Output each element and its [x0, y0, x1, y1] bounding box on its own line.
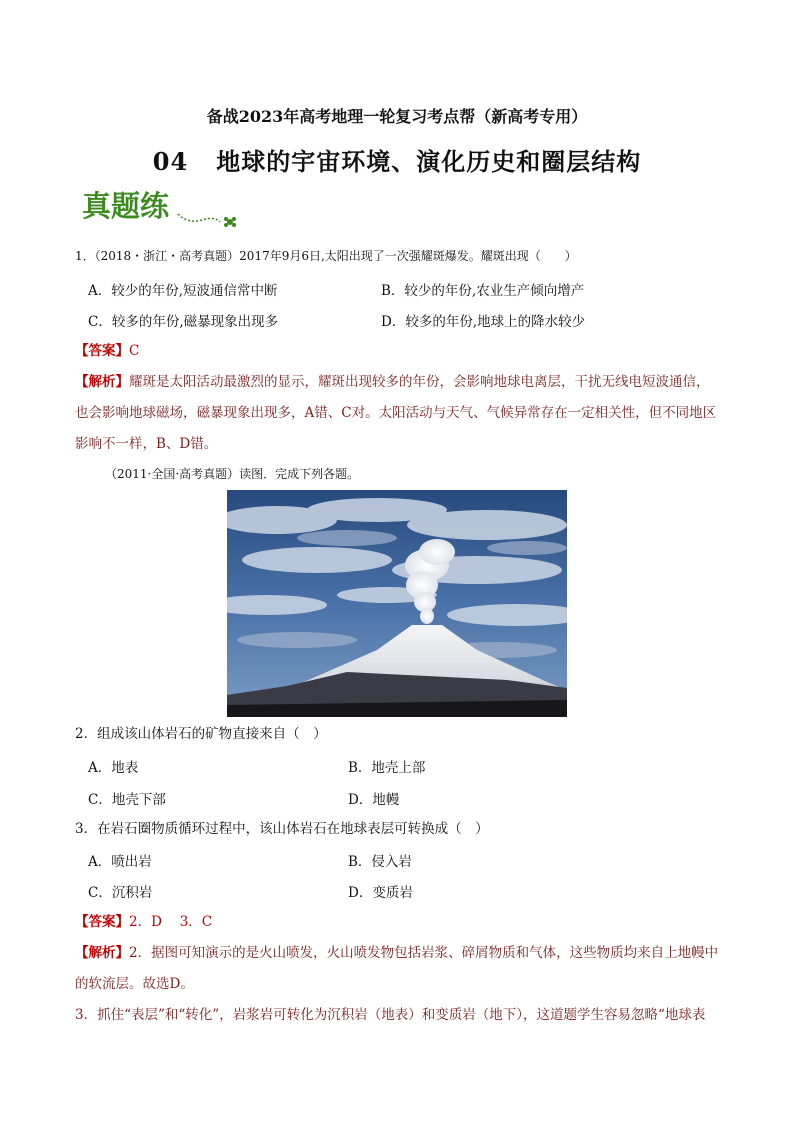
q2-option-b: B．地壳上部	[348, 760, 426, 776]
answer-tag: 【答案】	[75, 914, 129, 930]
q1-analysis	[75, 367, 719, 460]
q1-option-c: C．较多的年份,磁暴现象出现多	[88, 314, 279, 330]
q1-option-b: B．较少的年份,农业生产倾向增产	[381, 283, 585, 299]
vine-decoration-icon	[80, 184, 250, 228]
q2-analysis	[75, 938, 719, 1000]
analysis-tag: 【解析】	[75, 945, 129, 961]
q1-stem: 1．（2018・浙江・高考真题）2017年9月6日,太阳出现了一次强耀斑爆发。耀斑出现（ ）	[75, 249, 577, 263]
q3-option-d: D．变质岩	[348, 885, 413, 901]
doc-subtitle: 备战2023年高考地理一轮复习考点帮（新高考专用）	[206, 107, 588, 126]
q3-analysis: 3．抓住“表层”和“转化”，岩浆岩可转化为沉积岩（地表）和变质岩（地下），这道题学生容易忽略“地球表	[75, 1007, 706, 1023]
q3-option-b: B．侵入岩	[348, 854, 412, 870]
q3-option-c: C．沉积岩	[88, 885, 153, 901]
q23-answer	[75, 912, 212, 932]
analysis-text-2: 2．据图可知演示的是火山喷发，火山喷发物包括岩浆、碎屑物质和气体，这些物质均来自上地幔中的软流层。故选D。	[75, 945, 719, 992]
volcano-photo	[227, 490, 567, 717]
answer-tag: 【答案】	[75, 343, 129, 359]
q1-option-d: D．较多的年份,地球上的降水较少	[381, 314, 586, 330]
q2-option-d: D．地幔	[348, 792, 400, 808]
q23-intro: （2011·全国·高考真题）读图．完成下列各题。	[105, 467, 360, 481]
q2-option-c: C．地壳下部	[88, 792, 166, 808]
q2-stem: 2．组成该山体岩石的矿物直接来自（ ）	[75, 726, 327, 742]
q1-answer	[75, 341, 139, 361]
q1-option-a: A．较少的年份,短波通信常中断	[88, 283, 278, 299]
doc-title	[0, 142, 794, 177]
analysis-text: 耀斑是太阳活动最激烈的显示，耀斑出现较多的年份，会影响地球电离层，干扰无线电短波通信，也会影响地球磁场，磁暴现象出现多，A错、C对。太阳活动与天气、气候异常存在一定相关性，但不同地区影响不一样，B、D错。	[75, 374, 717, 452]
section-logo	[80, 184, 250, 228]
chapter-title: 地球的宇宙环境、演化历史和圈层结构	[216, 147, 642, 176]
q2-option-a: A．地表	[88, 760, 139, 776]
q3-option-a: A．喷出岩	[88, 854, 152, 870]
analysis-tag: 【解析】	[75, 374, 129, 390]
chapter-number: 04	[152, 147, 189, 176]
answer-value: C	[129, 343, 140, 359]
logo-text: 真题练	[82, 189, 170, 223]
answer-value: 2．D 3．C	[129, 914, 213, 930]
q3-stem: 3．在岩石圈物质循环过程中，该山体岩石在地球表层可转换成（ ）	[75, 821, 489, 837]
